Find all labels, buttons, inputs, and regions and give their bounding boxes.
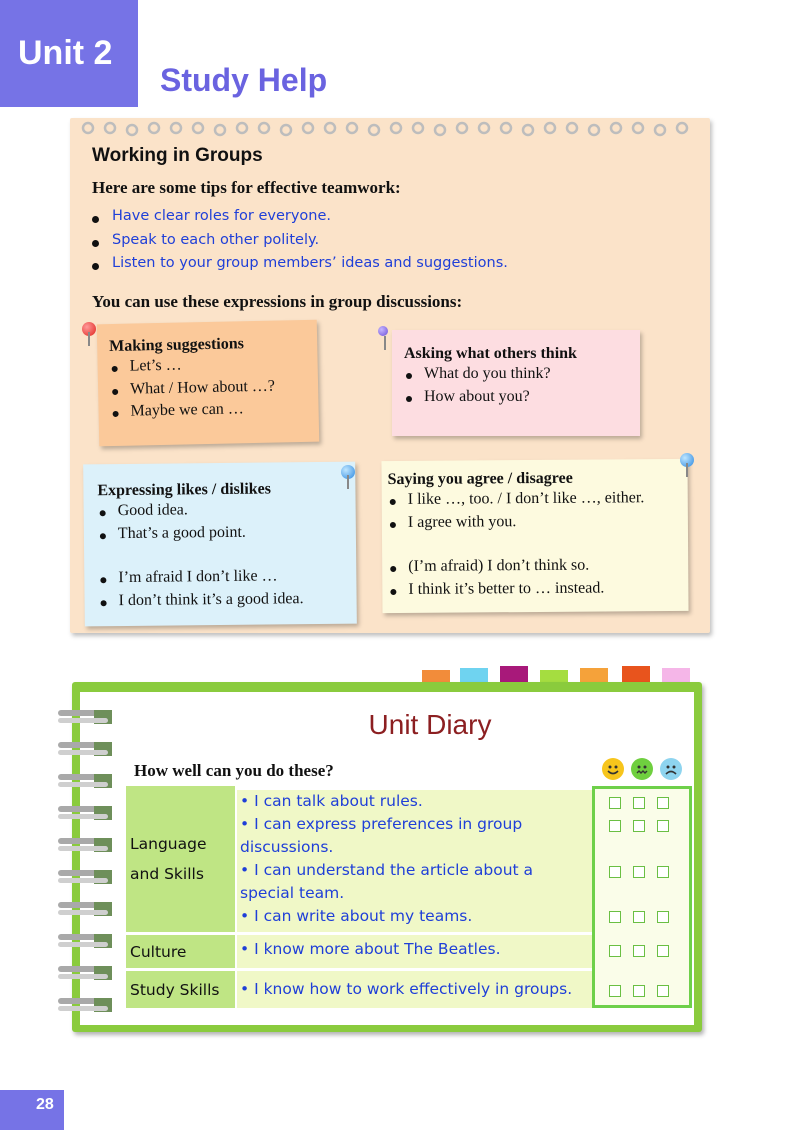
note-title: Expressing likes / dislikes [97, 480, 272, 500]
neutral-face-icon [631, 758, 653, 780]
rating-checkbox[interactable] [609, 820, 621, 832]
statement-line: • I know how to work effectively in groups. [240, 980, 573, 998]
rating-checkbox[interactable] [633, 945, 645, 957]
note-item: I think it’s better to … instead. [388, 578, 688, 603]
statement-line: • I can talk about rules. [240, 792, 423, 810]
note-item: I agree with you. [388, 511, 688, 536]
note-item: Good idea. [98, 500, 356, 525]
note-item: That’s a good point. [98, 522, 356, 547]
category-label: Study Skills [130, 980, 220, 999]
page-number: 28 [0, 1090, 64, 1130]
paper-rings [78, 118, 698, 142]
rating-checkbox[interactable] [657, 945, 669, 957]
rating-faces [602, 758, 688, 784]
rating-checkbox[interactable] [657, 985, 669, 997]
statement-line: discussions. [240, 838, 334, 856]
purple-pin-icon [378, 326, 388, 336]
note-item: How about you? [404, 388, 640, 411]
diary-question: How well can you do these? [134, 761, 334, 780]
rating-checkbox[interactable] [633, 985, 645, 997]
spiral-binding-icon [56, 710, 116, 1020]
section-title: Study Help [160, 62, 328, 98]
statement-line: • I know more about The Beatles. [240, 940, 501, 958]
statement-line: • I can express preferences in group [240, 815, 523, 833]
tip-item: Have clear roles for everyone. [92, 208, 508, 232]
statement-line: • I can understand the article about a [240, 861, 534, 879]
note-making-suggestions [97, 320, 320, 447]
rating-checkbox[interactable] [633, 797, 645, 809]
blue-pin-icon [680, 453, 694, 467]
category-label: Language [130, 835, 207, 853]
note-item: (I’m afraid) I don’t think so. [388, 556, 688, 581]
note-asking-others [392, 330, 640, 436]
statement-cell [237, 935, 592, 968]
tip-item: Speak to each other politely. [92, 232, 508, 256]
note-title: Saying you agree / disagree [387, 469, 573, 489]
rating-checkbox[interactable] [609, 797, 621, 809]
note-item: What do you think? [404, 365, 640, 388]
red-pin-icon [82, 322, 96, 336]
rating-checkbox[interactable] [657, 911, 669, 923]
category-cell [126, 971, 235, 1008]
statement-cell [237, 971, 592, 1008]
tips-intro: Here are some tips for effective teamwork: [92, 178, 401, 197]
category-cell [126, 786, 235, 932]
category-label: and Skills [130, 865, 204, 883]
happy-face-icon [602, 758, 624, 780]
unit-tab [0, 0, 138, 107]
rating-checkbox[interactable] [609, 866, 621, 878]
note-item: I like …, too. / I don’t like …, either. [388, 489, 688, 514]
rating-checkbox[interactable] [633, 820, 645, 832]
statement-line: special team. [240, 884, 345, 902]
diary-title: Unit Diary [368, 709, 492, 740]
rating-checkbox[interactable] [657, 797, 669, 809]
category-cell [126, 935, 235, 968]
note-item: Let’s … [109, 354, 317, 381]
sad-face-icon [660, 758, 682, 780]
note-item: Maybe we can … [110, 399, 318, 426]
blue-pin-icon [341, 465, 355, 479]
unit-label: Unit 2 [18, 34, 113, 72]
rating-checkbox[interactable] [609, 945, 621, 957]
rating-checkbox-column [592, 786, 692, 1008]
statement-line: • I can write about my teams. [240, 907, 473, 925]
note-title: Asking what others think [404, 345, 577, 362]
working-groups-heading: Working in Groups [92, 145, 263, 166]
rating-checkbox[interactable] [633, 911, 645, 923]
statement-cell [237, 790, 592, 932]
tips-list [92, 208, 508, 279]
category-label: Culture [130, 942, 187, 961]
note-item: I don’t think it’s a good idea. [98, 589, 356, 614]
note-item: I’m afraid I don’t like … [98, 567, 356, 592]
expressions-intro: You can use these expressions in group discussions: [92, 292, 463, 311]
diary-table [126, 786, 592, 1008]
note-agree-disagree [381, 459, 688, 613]
note-item: What / How about …? [110, 376, 318, 403]
rating-checkbox[interactable] [657, 820, 669, 832]
rating-checkbox[interactable] [609, 985, 621, 997]
rating-checkbox[interactable] [657, 866, 669, 878]
rating-checkbox[interactable] [633, 866, 645, 878]
rating-checkbox[interactable] [609, 911, 621, 923]
note-title: Making suggestions [109, 335, 245, 356]
tip-item: Listen to your group members’ ideas and suggestions. [92, 255, 508, 279]
note-likes-dislikes [83, 462, 357, 627]
